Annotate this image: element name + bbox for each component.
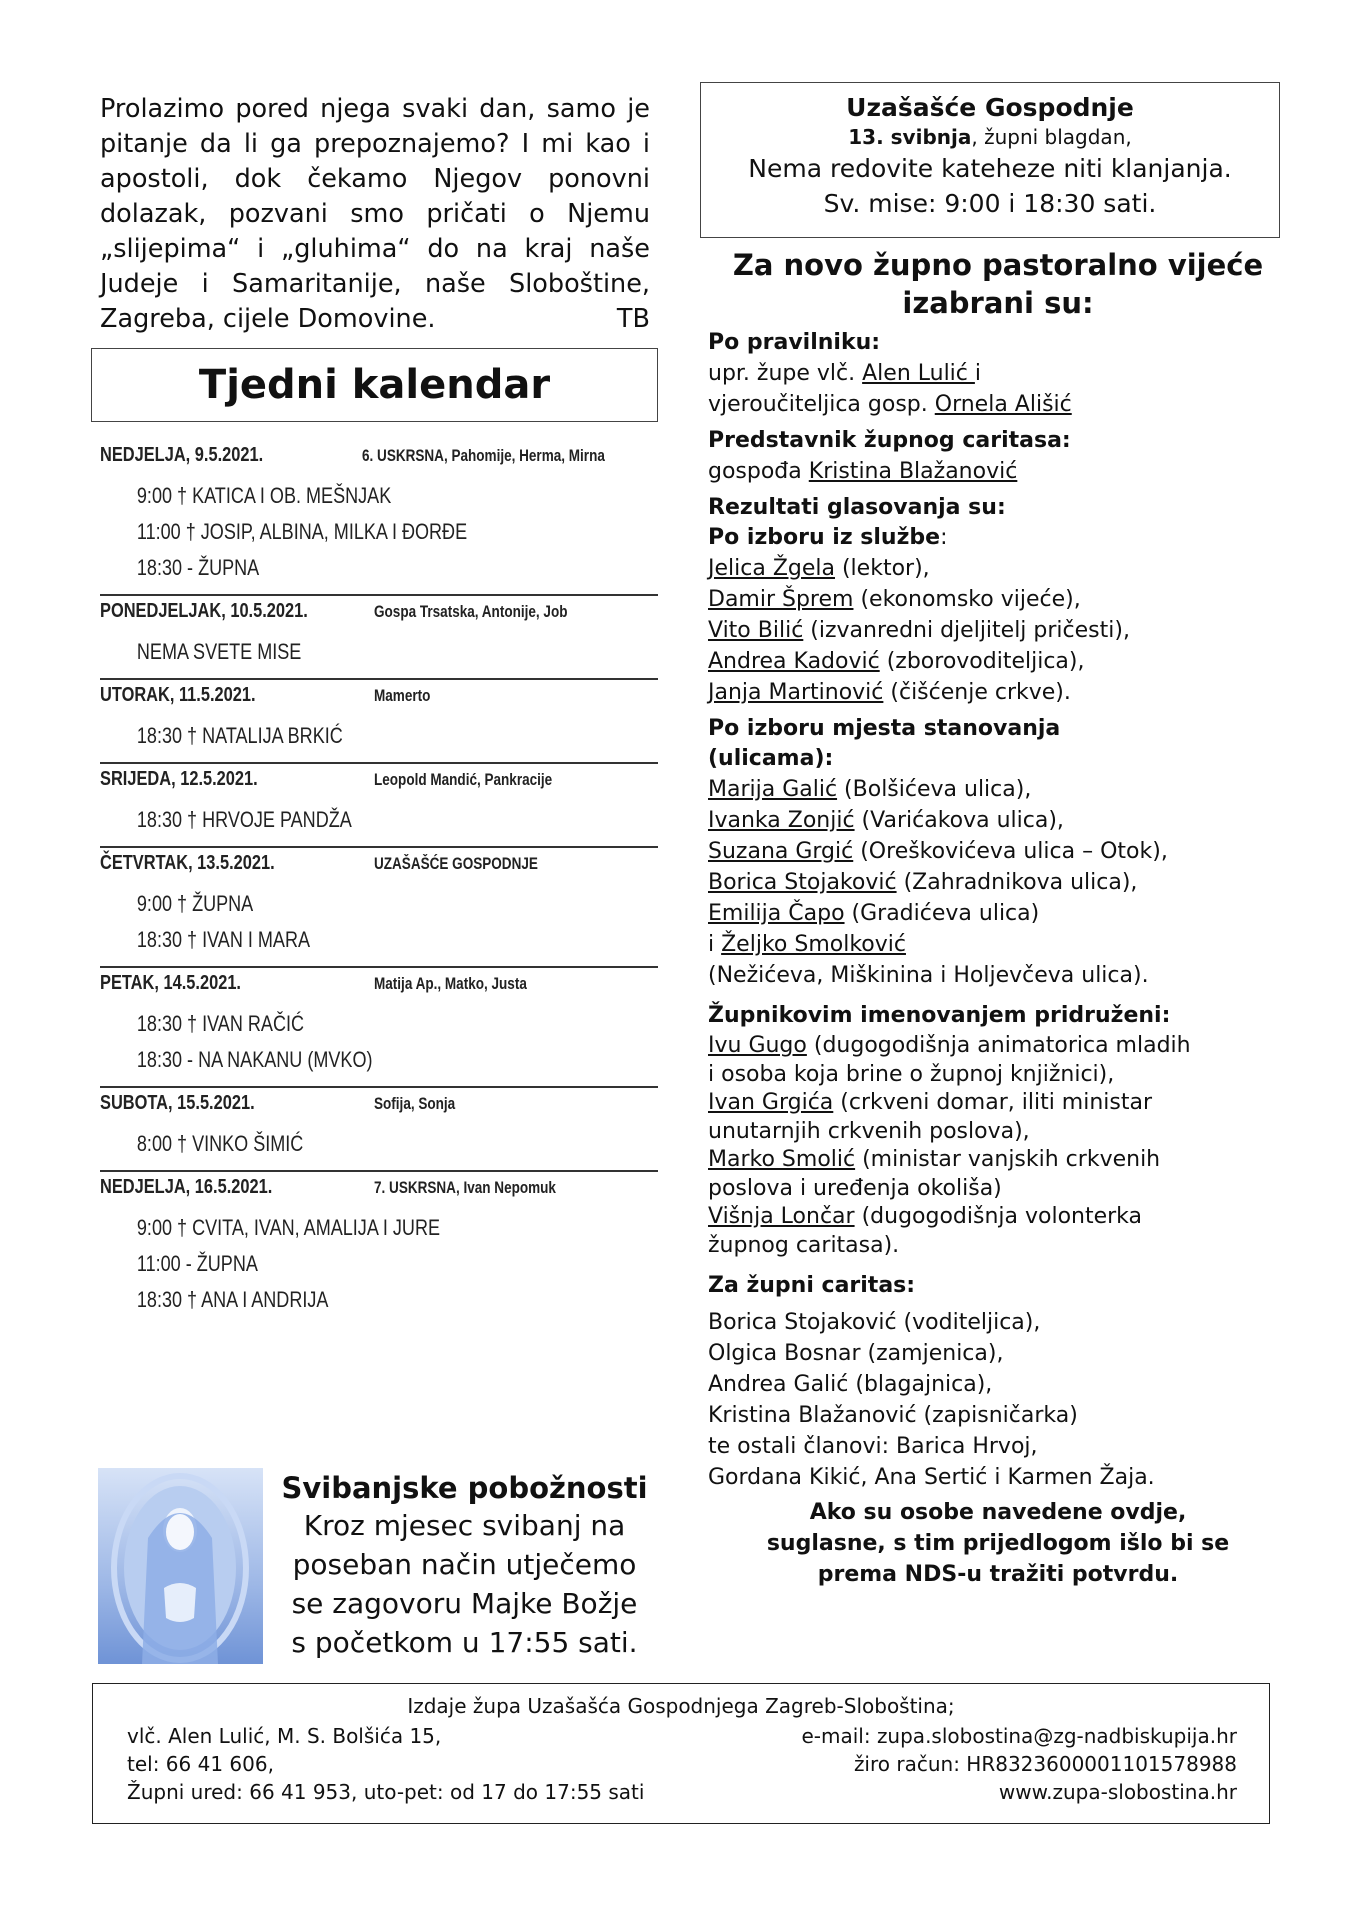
appointed-role-1: (ministar vanjskih crkvenih bbox=[855, 1147, 1161, 1172]
service-name: Vito Bilić bbox=[708, 618, 804, 643]
caritas-member: Gordana Kikić, Ana Sertić i Karmen Žaja. bbox=[708, 1465, 1155, 1490]
appointed-role-2: unutarnjih crkvenih poslova), bbox=[708, 1119, 1030, 1144]
results-heading: Rezultati glasovanja su: bbox=[708, 495, 1006, 520]
rule-l2-name: Ornela Ališić bbox=[934, 392, 1072, 417]
caritas-member: Kristina Blažanović (zapisničarka) bbox=[708, 1403, 1078, 1428]
calendar-day-header bbox=[100, 684, 658, 718]
residence-role: (Bolšićeva ulica), bbox=[837, 777, 1032, 802]
residence-last-role: (Nežićeva, Miškinina i Holjevčeva ulica). bbox=[708, 963, 1149, 988]
residence-item bbox=[708, 805, 1308, 836]
service-name: Jelica Žgela bbox=[708, 556, 835, 581]
devotion-line: Kroz mjesec svibanj na bbox=[303, 1509, 626, 1542]
service-name: Janja Martinović bbox=[708, 680, 884, 705]
devotion-title: Svibanjske pobožnosti bbox=[281, 1471, 648, 1505]
appointed-item bbox=[708, 1145, 1308, 1175]
calendar-day-saint: Mamerto bbox=[374, 687, 431, 705]
residence-last-name: Željko Smolković bbox=[721, 932, 906, 957]
calendar-mass: 11:00 † JOSIP, ALBINA, MILKA I ĐORĐE bbox=[136, 519, 468, 544]
residence-last-line bbox=[708, 929, 1308, 960]
caritas-member: Olgica Bosnar (zamjenica), bbox=[708, 1341, 1004, 1366]
calendar-day bbox=[100, 1172, 658, 1326]
rule-line-2 bbox=[708, 389, 1308, 420]
calendar-day bbox=[100, 440, 658, 596]
calendar-day-header bbox=[100, 1176, 658, 1210]
intro-text: Prolazimo pored njega svaki dan, samo je pitanje da li ga prepoznajemo? I mi kao i apostoli, dok čekamo Njegov ponovni dolazak, pozvani smo pričati o Njemu „slijepima“ i „gluhima“ do na kraj naše Judeje i Samaritanije, naše Sloboštine, Zagreba, cijele Domovine. bbox=[100, 94, 650, 334]
appointed-heading: Župnikovim imenovanjem pridruženi: bbox=[708, 1003, 1171, 1028]
may-devotions bbox=[272, 1470, 657, 1662]
appointed-role-2: i osoba koja brine o župnoj knjižnici), bbox=[708, 1062, 1115, 1087]
calendar-mass: 9:00 † CVITA, IVAN, AMALIJA I JURE bbox=[136, 1215, 441, 1240]
residence-item bbox=[708, 867, 1308, 898]
rule-l2-pre: vjeroučiteljica gosp. bbox=[708, 392, 935, 417]
residence-role: (Gradićeva ulica) bbox=[844, 901, 1040, 926]
ascension-box bbox=[700, 82, 1280, 238]
residence-role: (Oreškovićeva ulica – Otok), bbox=[853, 839, 1168, 864]
residence-list bbox=[708, 774, 1308, 929]
footer-phone: tel: 66 41 606, bbox=[127, 1752, 274, 1776]
closing-line: Ako su osobe navedene ovdje, bbox=[809, 1500, 1187, 1525]
calendar-day-saint: 7. USKRSNA, Ivan Nepomuk bbox=[374, 1179, 556, 1197]
footer-web[interactable]: www.zupa-slobostina.hr bbox=[998, 1780, 1237, 1804]
calendar-day bbox=[100, 596, 658, 680]
appointed-name: Marko Smolić bbox=[708, 1147, 856, 1172]
residence-name: Ivanka Zonjić bbox=[708, 808, 855, 833]
rule-line-1 bbox=[708, 358, 1308, 389]
devotion-text bbox=[272, 1506, 657, 1662]
residence-last-pre: i bbox=[708, 932, 722, 957]
service-name: Andrea Kadović bbox=[708, 649, 880, 674]
service-item bbox=[708, 677, 1308, 708]
calendar-day-name: SUBOTA, 15.5.2021. bbox=[100, 1092, 255, 1114]
calendar-day-saint: Gospa Trsatska, Antonije, Job bbox=[374, 603, 568, 621]
residence-role: (Varićakova ulica), bbox=[854, 808, 1064, 833]
devotion-line: s početkom u 17:55 sati. bbox=[291, 1626, 638, 1659]
calendar-mass: NEMA SVETE MISE bbox=[136, 639, 302, 664]
service-item bbox=[708, 584, 1308, 615]
service-heading-row bbox=[708, 523, 1308, 553]
ascension-date-rest: , župni blagdan, bbox=[971, 125, 1132, 149]
calendar-day-header bbox=[100, 1092, 658, 1126]
residence-heading-2: (ulicama): bbox=[708, 746, 834, 771]
calendar-title: Tjedni kalendar bbox=[198, 362, 551, 408]
calendar-day-name: NEDJELJA, 16.5.2021. bbox=[100, 1176, 273, 1198]
residence-item bbox=[708, 898, 1308, 929]
calendar-day-saint: Matija Ap., Matko, Justa bbox=[374, 975, 527, 993]
caritas-member: te ostali članovi: Barica Hrvoj, bbox=[708, 1434, 1038, 1459]
service-item bbox=[708, 615, 1308, 646]
rule-l1-pre: upr. župe vlč. bbox=[708, 361, 863, 386]
madonna-image bbox=[98, 1468, 263, 1664]
calendar-day-name: PONEDJELJAK, 10.5.2021. bbox=[100, 600, 308, 622]
footer-account: žiro račun: HR8323600001101578988 bbox=[853, 1752, 1237, 1776]
calendar-mass: 18:30 - ŽUPNA bbox=[136, 555, 260, 580]
ascension-title: Uzašašće Gospodnje bbox=[846, 93, 1134, 122]
calendar-day-name: PETAK, 14.5.2021. bbox=[100, 972, 242, 994]
service-item bbox=[708, 553, 1308, 584]
calendar-day-header bbox=[100, 972, 658, 1006]
service-role: (zborovoditeljica), bbox=[879, 649, 1085, 674]
caritas-rep-name: Kristina Blažanović bbox=[808, 459, 1018, 484]
appointed-role-2: poslova i uređenja okoliša) bbox=[708, 1176, 1002, 1201]
calendar-day-header bbox=[100, 444, 658, 478]
footer-row-2 bbox=[127, 1750, 1237, 1778]
caritas-heading: Za župni caritas: bbox=[708, 1273, 916, 1298]
residence-name: Marija Galić bbox=[708, 777, 838, 802]
calendar-day-name: NEDJELJA, 9.5.2021. bbox=[100, 444, 264, 466]
service-item bbox=[708, 646, 1308, 677]
council-title: Za novo župno pastoralno vijeće izabrani su: bbox=[732, 248, 1264, 320]
devotion-line: se zagovoru Majke Božje bbox=[291, 1587, 638, 1620]
residence-item bbox=[708, 836, 1308, 867]
intro-signature: TB bbox=[616, 304, 650, 334]
calendar-title-box bbox=[91, 348, 658, 422]
madonna-figure-icon bbox=[98, 1468, 263, 1664]
calendar-mass: 9:00 † ŽUPNA bbox=[136, 891, 254, 916]
calendar-day bbox=[100, 1088, 658, 1172]
appointed-item bbox=[708, 1088, 1308, 1118]
caritas-rep-line bbox=[708, 456, 1308, 487]
closing-line: suglasne, s tim prijedlogom išlo bi se bbox=[766, 1531, 1230, 1556]
calendar-day-header bbox=[100, 768, 658, 802]
service-role: (čišćenje crkve). bbox=[883, 680, 1071, 705]
service-name: Damir Šprem bbox=[708, 587, 854, 612]
residence-name: Borica Stojaković bbox=[708, 870, 897, 895]
caritas-list bbox=[708, 1307, 1308, 1493]
appointed-name: Ivu Gugo bbox=[708, 1033, 807, 1058]
caritas-rep-pre: gospođa bbox=[708, 459, 809, 484]
calendar-day-name: UTORAK, 11.5.2021. bbox=[100, 684, 256, 706]
appointed-role-1: (dugogodišnja volonterka bbox=[854, 1204, 1143, 1229]
pastoral-council bbox=[708, 246, 1308, 1590]
calendar-mass: 18:30 - NA NAKANU (MVKO) bbox=[136, 1047, 373, 1072]
caritas-member: Borica Stojaković (voditeljica), bbox=[708, 1310, 1041, 1335]
calendar-mass: 18:30 † IVAN I MARA bbox=[136, 927, 311, 952]
calendar-mass: 9:00 † KATICA I OB. MEŠNJAK bbox=[136, 483, 392, 508]
calendar-mass: 18:30 † IVAN RAČIĆ bbox=[136, 1011, 305, 1036]
calendar-day-name: ČETVRTAK, 13.5.2021. bbox=[100, 852, 275, 874]
calendar-day bbox=[100, 968, 658, 1088]
calendar-mass: 18:30 † ANA I ANDRIJA bbox=[136, 1287, 329, 1312]
appointed-name: Višnja Lončar bbox=[708, 1204, 855, 1229]
residence-item bbox=[708, 774, 1308, 805]
devotion-line: poseban način utječemo bbox=[292, 1548, 637, 1581]
calendar-mass: 18:30 † HRVOJE PANDŽA bbox=[136, 807, 352, 832]
appointed-item bbox=[708, 1031, 1308, 1061]
closing-note bbox=[708, 1497, 1288, 1590]
footer-title: Izdaje župa Uzašašća Gospodnjega Zagreb-Sloboština; bbox=[407, 1694, 955, 1718]
appointed-name: Ivan Grgića bbox=[708, 1090, 834, 1115]
appointed-list bbox=[708, 1031, 1308, 1259]
service-role: (izvanredni djeljitelj pričesti), bbox=[803, 618, 1130, 643]
appointed-role-1: (dugogodišnja animatorica mladih bbox=[806, 1033, 1191, 1058]
calendar-day-saint: 6. USKRSNA, Pahomije, Herma, Mirna bbox=[361, 447, 605, 465]
footer-address: vlč. Alen Lulić, M. S. Bolšića 15, bbox=[127, 1724, 442, 1748]
appointed-role-2: župnog caritasa). bbox=[708, 1233, 900, 1258]
footer-row-3 bbox=[127, 1778, 1237, 1806]
residence-heading-1: Po izboru mjesta stanovanja bbox=[708, 716, 1061, 741]
calendar-day-header bbox=[100, 600, 658, 634]
service-role: (ekonomsko vijeće), bbox=[853, 587, 1081, 612]
residence-name: Emilija Čapo bbox=[708, 901, 845, 926]
rule-l1-post: i bbox=[974, 361, 982, 386]
service-heading: Po izboru iz službe bbox=[708, 525, 941, 550]
ascension-line-1: Nema redovite kateheze niti klanjanja. bbox=[748, 154, 1232, 183]
calendar-day-saint: UZAŠAŠĆE GOSPODNJE bbox=[374, 855, 538, 873]
service-role: (lektor), bbox=[834, 556, 930, 581]
calendar-day-name: SRIJEDA, 12.5.2021. bbox=[100, 768, 258, 790]
service-colon: : bbox=[940, 525, 948, 550]
calendar-day bbox=[100, 764, 658, 848]
calendar-day bbox=[100, 848, 658, 968]
appointed-item bbox=[708, 1202, 1308, 1232]
footer-box bbox=[92, 1683, 1270, 1824]
weekly-calendar bbox=[100, 440, 658, 1326]
footer-office: Župni ured: 66 41 953, uto-pet: od 17 do 17:55 sati bbox=[127, 1780, 645, 1804]
residence-name: Suzana Grgić bbox=[708, 839, 854, 864]
closing-line: prema NDS-u tražiti potvrdu. bbox=[817, 1562, 1179, 1587]
calendar-mass: 8:00 † VINKO ŠIMIĆ bbox=[136, 1131, 304, 1156]
footer-row-1 bbox=[127, 1722, 1237, 1750]
calendar-day-saint: Leopold Mandić, Pankracije bbox=[374, 771, 553, 789]
rule-heading: Po pravilniku: bbox=[708, 330, 881, 355]
intro-paragraph bbox=[100, 92, 650, 337]
calendar-mass: 11:00 - ŽUPNA bbox=[136, 1251, 258, 1276]
rule-l1-name: Alen Lulić bbox=[862, 361, 975, 386]
footer-email[interactable]: e-mail: zupa.slobostina@zg-nadbiskupija.hr bbox=[801, 1724, 1237, 1748]
residence-role: (Zahradnikova ulica), bbox=[896, 870, 1138, 895]
calendar-mass: 18:30 † NATALIJA BRKIĆ bbox=[136, 723, 343, 748]
calendar-day-header bbox=[100, 852, 658, 886]
service-list bbox=[708, 553, 1308, 708]
caritas-member: Andrea Galić (blagajnica), bbox=[708, 1372, 993, 1397]
calendar-day-saint: Sofija, Sonja bbox=[374, 1095, 456, 1113]
ascension-date-bold: 13. svibnja bbox=[848, 125, 972, 149]
caritas-rep-heading: Predstavnik župnog caritasa: bbox=[708, 428, 1071, 453]
calendar-day bbox=[100, 680, 658, 764]
appointed-role-1: (crkveni domar, iliti ministar bbox=[833, 1090, 1153, 1115]
ascension-date bbox=[701, 123, 1279, 151]
ascension-line-2: Sv. mise: 9:00 i 18:30 sati. bbox=[823, 189, 1157, 218]
